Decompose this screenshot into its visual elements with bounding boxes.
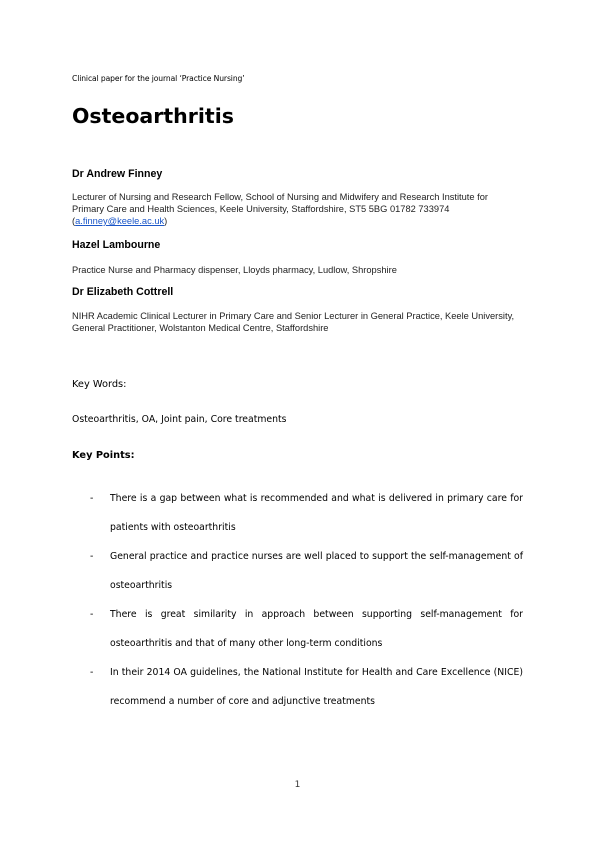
key-point-text: In their 2014 OA guidelines, the National Institute for Health and Care Excellence (NICE) recommend a number of core and adjunctive treatments xyxy=(110,667,523,707)
dash-marker: - xyxy=(90,551,94,562)
author-name-finney: Dr Andrew Finney xyxy=(72,168,163,180)
email-link[interactable]: a.finney@keele.ac.uk xyxy=(75,216,165,226)
list-item xyxy=(72,658,523,716)
author-affiliation-cottrell: NIHR Academic Clinical Lecturer in Primary Care and Senior Lecturer in General Practice, Keele University, General Practitioner, Wolstanton Medical Centre, Staffordshire xyxy=(72,311,515,333)
key-point-text: There is a gap between what is recommended and what is delivered in primary care for patients with osteoarthritis xyxy=(110,493,523,533)
affiliation-text: Lecturer of Nursing and Research Fellow, School of Nursing and Midwifery and Research Institute for Primary Care and Health Sciences, Keele University, Staffordshire, ST5 5BG 01782 733974 ( xyxy=(72,192,488,226)
journal-line: Clinical paper for the journal ‘Practice Nursing’ xyxy=(72,74,245,83)
author-name-lambourne: Hazel Lambourne xyxy=(72,239,161,251)
page-title: Osteoarthritis xyxy=(72,104,234,128)
author-affiliation-lambourne: Practice Nurse and Pharmacy dispenser, Lloyds pharmacy, Ludlow, Shropshire xyxy=(72,265,397,275)
page-number: 1 xyxy=(294,780,301,790)
list-item xyxy=(72,600,523,658)
key-words-text: Osteoarthritis, OA, Joint pain, Core treatments xyxy=(72,414,287,425)
key-point-text: There is great similarity in approach between supporting self-management for osteoarthritis and that of many other long-term conditions xyxy=(110,609,523,649)
key-point-text: General practice and practice nurses are well placed to support the self-management of osteoarthritis xyxy=(110,551,523,591)
author-name-cottrell: Dr Elizabeth Cottrell xyxy=(72,286,174,298)
key-points-list xyxy=(72,484,523,716)
dash-marker: - xyxy=(90,667,94,678)
key-points-heading: Key Points: xyxy=(72,450,135,461)
author-affiliation-finney xyxy=(72,191,522,227)
dash-marker: - xyxy=(90,609,94,620)
list-item xyxy=(72,484,523,542)
affiliation-text-end: ) xyxy=(164,216,168,226)
list-item xyxy=(72,542,523,600)
dash-marker: - xyxy=(90,493,94,504)
key-words-heading: Key Words: xyxy=(72,379,127,390)
